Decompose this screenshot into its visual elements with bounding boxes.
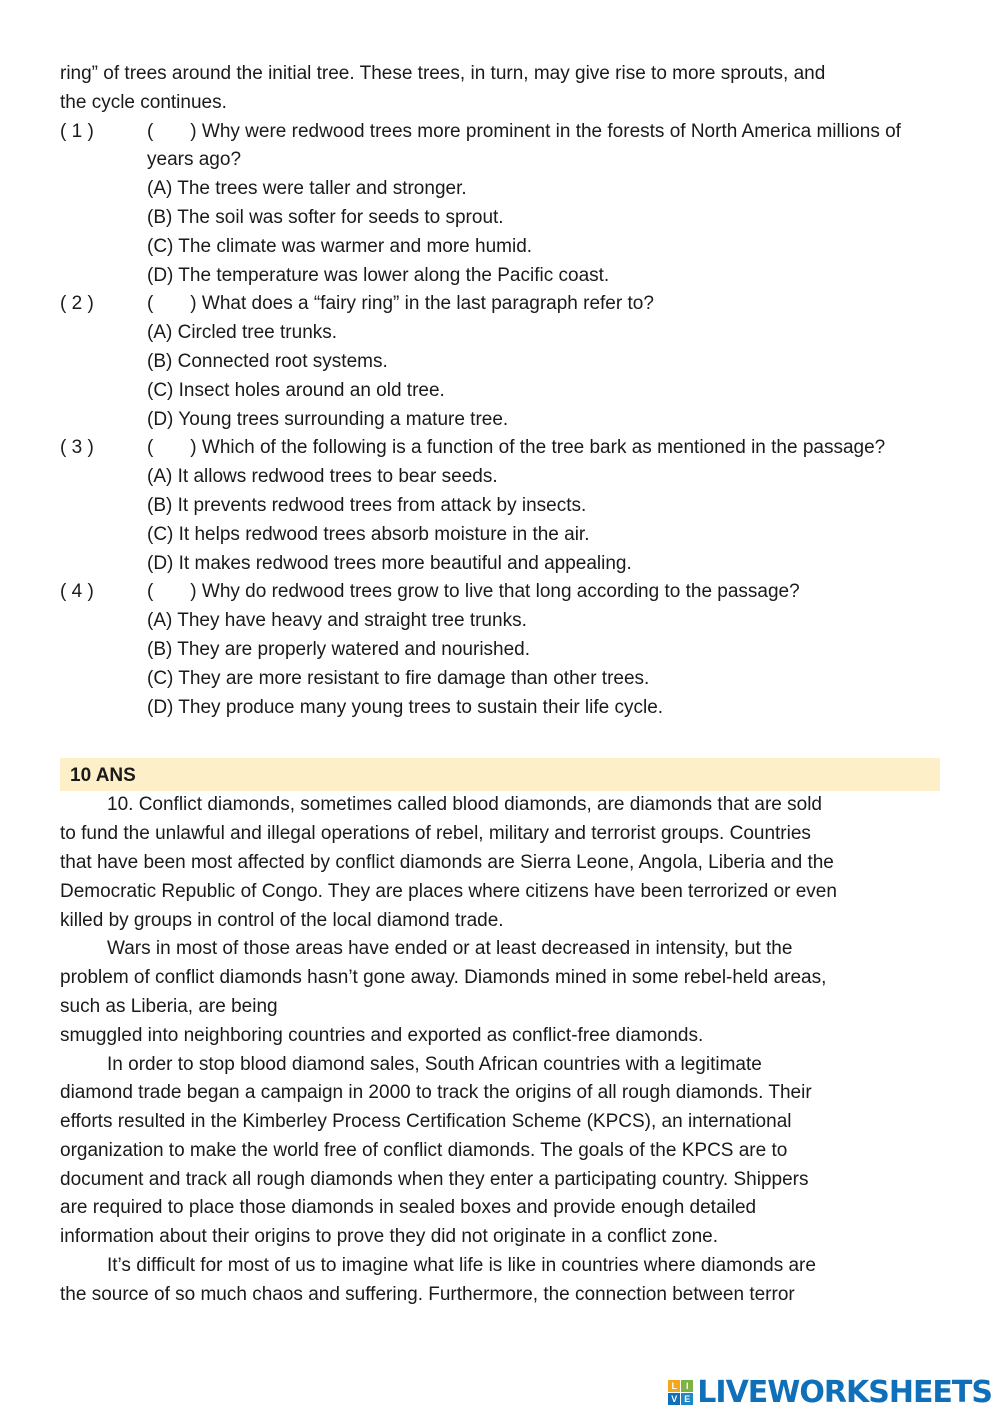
option-a: (A) It allows redwood trees to bear seeds. xyxy=(147,466,498,488)
option-c: (C) The climate was warmer and more humid. xyxy=(147,235,533,257)
question-text: What does a “fairy ring” in the last paragraph refer to? xyxy=(201,293,654,315)
text-line: killed by groups in control of the local diamond trade. xyxy=(60,909,504,931)
text-line: problem of conflict diamonds hasn’t gone away. Diamonds mined in some rebel-held areas, xyxy=(60,967,827,989)
text-line: the source of so much chaos and suffering. Furthermore, the connection between terror xyxy=(60,1283,795,1305)
worksheet-page xyxy=(60,60,940,1310)
passage-paragraph-1 xyxy=(60,791,940,935)
text-line: organization to make the world free of conflict diamonds. The goals of the KPCS are to xyxy=(60,1139,788,1161)
question-stem xyxy=(147,118,940,176)
question-number: ( 3 ) xyxy=(60,437,94,459)
answer-blank[interactable]: ( ) xyxy=(147,293,197,315)
passage-paragraph-3 xyxy=(60,1051,940,1253)
answer-blank[interactable]: ( ) xyxy=(147,120,197,142)
question-number: ( 4 ) xyxy=(60,581,94,603)
liveworksheets-logo xyxy=(668,1375,992,1409)
question-number: ( 2 ) xyxy=(60,293,94,315)
logo-mark-letter: V xyxy=(668,1393,680,1405)
text-line: 10. Conflict diamonds, sometimes called blood diamonds, are diamonds that are sold xyxy=(107,794,822,816)
logo-mark-letter: L xyxy=(668,1380,680,1392)
question-stem xyxy=(147,290,940,319)
option-b: (B) It prevents redwood trees from attack by insects. xyxy=(147,494,587,516)
option-c: (C) Insect holes around an old tree. xyxy=(147,379,445,401)
passage-paragraph-4 xyxy=(60,1252,940,1310)
option-a: (A) They have heavy and straight tree trunks. xyxy=(147,610,527,632)
option-d: (D) The temperature was lower along the Pacific coast. xyxy=(147,264,610,286)
option-a: (A) Circled tree trunks. xyxy=(147,322,338,344)
question-stem xyxy=(147,578,940,607)
text-line: ring” of trees around the initial tree. These trees, in turn, may give rise to more sprouts, and xyxy=(60,63,826,84)
text-line: Democratic Republic of Congo. They are places where citizens have been terrorized or even xyxy=(60,880,837,902)
option-b: (B) The soil was softer for seeds to sprout. xyxy=(147,206,504,228)
question-text: Why were redwood trees more prominent in the forests of North America millions of years ago? xyxy=(147,120,901,171)
section-heading: 10 ANS xyxy=(60,758,940,791)
option-c: (C) They are more resistant to fire damage than other trees. xyxy=(147,667,650,689)
text-line: In order to stop blood diamond sales, South African countries with a legitimate xyxy=(107,1053,762,1075)
passage-paragraph-2 xyxy=(60,935,940,1050)
logo-text: LIVEWORKSHEETS xyxy=(697,1374,992,1410)
text-line: that have been most affected by conflict diamonds are Sierra Leone, Angola, Liberia and the xyxy=(60,851,834,873)
logo-mark-icon xyxy=(668,1380,693,1405)
answer-blank[interactable]: ( ) xyxy=(147,437,197,459)
question-number: ( 1 ) xyxy=(60,120,94,142)
text-line: such as Liberia, are being xyxy=(60,995,278,1017)
question-3 xyxy=(60,434,940,578)
question-2 xyxy=(60,290,940,434)
option-d: (D) It makes redwood trees more beautiful and appealing. xyxy=(147,552,632,574)
text-line: efforts resulted in the Kimberley Process Certification Scheme (KPCS), an international xyxy=(60,1111,792,1133)
option-b: (B) Connected root systems. xyxy=(147,350,388,372)
text-line: Wars in most of those areas have ended or at least decreased in intensity, but the xyxy=(107,938,793,960)
text-line: to fund the unlawful and illegal operations of rebel, military and terrorist groups. Countries xyxy=(60,823,811,845)
option-d: (D) Young trees surrounding a mature tree. xyxy=(147,408,509,430)
option-c: (C) It helps redwood trees absorb moisture in the air. xyxy=(147,523,590,545)
logo-mark-letter: I xyxy=(681,1380,693,1392)
text-line: the cycle continues. xyxy=(60,91,227,113)
option-d: (D) They produce many young trees to sustain their life cycle. xyxy=(147,696,664,718)
text-line: information about their origins to prove they did not originate in a conflict zone. xyxy=(60,1226,718,1248)
text-line: It’s difficult for most of us to imagine what life is like in countries where diamonds are xyxy=(107,1255,816,1277)
answer-blank[interactable]: ( ) xyxy=(147,581,197,603)
text-line: diamond trade began a campaign in 2000 to track the origins of all rough diamonds. Their xyxy=(60,1082,812,1104)
text-line: smuggled into neighboring countries and exported as conflict-free diamonds. xyxy=(60,1024,704,1046)
option-a: (A) The trees were taller and stronger. xyxy=(147,178,467,200)
text-line: document and track all rough diamonds when they enter a participating country. Shippers xyxy=(60,1168,809,1190)
question-stem xyxy=(147,434,940,463)
intro-paragraph xyxy=(60,60,940,118)
text-line: are required to place those diamonds in sealed boxes and provide enough detailed xyxy=(60,1197,757,1219)
question-4 xyxy=(60,578,940,722)
option-b: (B) They are properly watered and nourished. xyxy=(147,638,531,660)
logo-mark-letter: E xyxy=(681,1393,693,1405)
question-1 xyxy=(60,118,940,291)
question-text: Why do redwood trees grow to live that long according to the passage? xyxy=(201,581,800,603)
question-text: Which of the following is a function of the tree bark as mentioned in the passage? xyxy=(201,437,886,459)
